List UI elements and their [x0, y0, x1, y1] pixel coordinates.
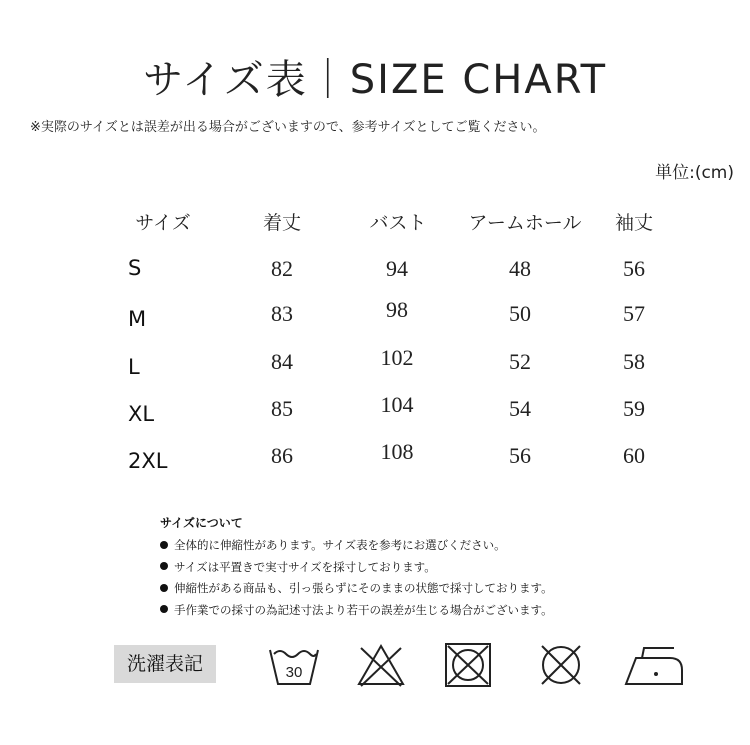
table-row — [0, 256, 750, 296]
header-length: 着丈 — [262, 212, 301, 234]
cell-sleeve: 60 — [623, 443, 645, 468]
iron-low-icon — [622, 640, 686, 690]
cell-armhole: 56 — [509, 443, 531, 468]
header-sleeve: 袖丈 — [614, 212, 653, 234]
bullet-icon — [160, 541, 168, 549]
note-text: 手作業での採寸の為記述寸法より若干の誤差が生じる場合がございます。 — [174, 602, 553, 617]
cell-bust: 108 — [380, 439, 414, 464]
cell-sleeve: 57 — [623, 301, 645, 326]
bullet-icon — [160, 562, 168, 570]
row-size: S — [128, 256, 142, 280]
header-size: サイズ — [135, 212, 191, 234]
row-size: M — [128, 307, 147, 331]
cell-bust: 94 — [386, 256, 408, 281]
cell-sleeve: 56 — [623, 256, 645, 281]
row-size: L — [128, 355, 140, 379]
header-armhole: アームホール — [468, 212, 582, 234]
list-item — [160, 535, 680, 557]
table-row — [0, 345, 750, 389]
list-item — [160, 557, 680, 579]
unit-label: 単位:(cm) — [655, 163, 734, 183]
cell-bust: 104 — [380, 392, 414, 417]
bullet-icon — [160, 584, 168, 592]
wash-30-icon — [266, 640, 322, 690]
table-row — [0, 297, 750, 341]
size-notes-title: サイズについて — [160, 516, 243, 530]
no-bleach-icon — [353, 640, 409, 690]
table-row — [0, 392, 750, 436]
size-disclaimer: ※実際のサイズとは誤差が出る場合がございますので、参考サイズとしてご覧ください。 — [30, 120, 546, 135]
cell-length: 82 — [271, 256, 293, 281]
page-title: サイズ表｜SIZE CHART — [142, 57, 608, 103]
cell-armhole: 52 — [509, 349, 531, 374]
cell-length: 83 — [271, 301, 293, 326]
cell-length: 85 — [271, 396, 293, 421]
header-bust: バスト — [369, 212, 427, 234]
no-dry-clean-icon — [533, 640, 589, 690]
cell-armhole: 48 — [509, 256, 531, 281]
cell-armhole: 50 — [509, 301, 531, 326]
cell-bust: 98 — [386, 297, 408, 322]
list-item — [160, 578, 680, 600]
row-size: XL — [128, 402, 155, 426]
cell-length: 84 — [271, 349, 293, 374]
row-size: 2XL — [128, 449, 168, 473]
cell-sleeve: 59 — [623, 396, 645, 421]
care-label: 洗濯表記 — [114, 645, 216, 683]
note-text: サイズは平置きで実寸サイズを採寸しております。 — [174, 559, 436, 574]
note-text: 全体的に伸縮性があります。サイズ表を参考にお選びください。 — [174, 538, 506, 552]
table-row — [0, 439, 750, 483]
cell-length: 86 — [271, 443, 293, 468]
cell-bust: 102 — [380, 345, 414, 370]
bullet-icon — [160, 605, 168, 613]
size-notes — [160, 514, 680, 621]
cell-sleeve: 58 — [623, 349, 645, 374]
list-item — [160, 600, 680, 622]
no-tumble-dry-icon — [440, 640, 496, 690]
note-text: 伸縮性がある商品も、引っ張らずにそのままの状態で採寸しております。 — [174, 581, 553, 595]
cell-armhole: 54 — [509, 396, 531, 421]
wash-temp-text: 30 — [285, 664, 303, 681]
